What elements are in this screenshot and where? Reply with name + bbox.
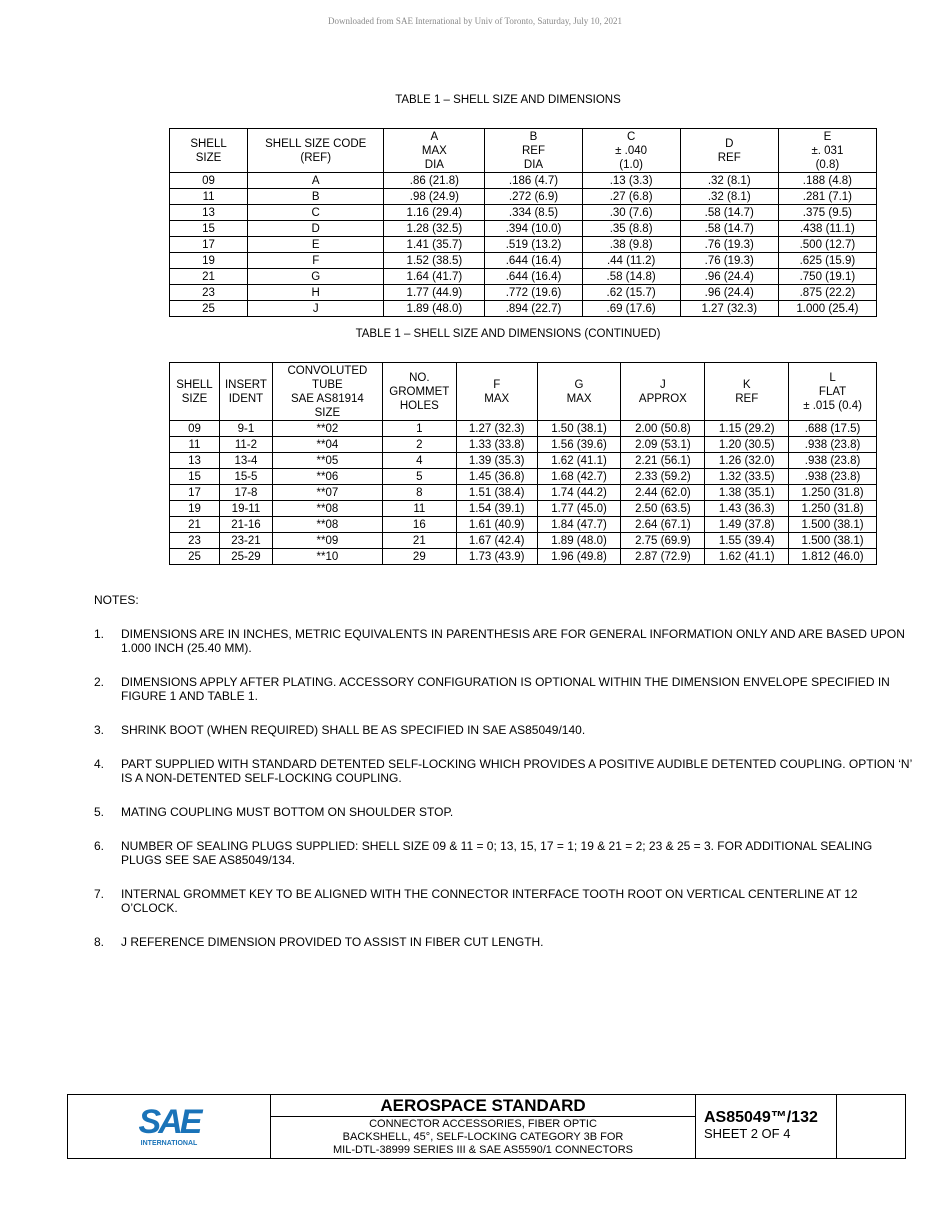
table-cell: D (248, 221, 384, 237)
table-cell: 1.64 (41.7) (384, 269, 485, 285)
column-header (485, 129, 582, 173)
table-cell: .44 (11.2) (582, 253, 680, 269)
note-number: 3. (94, 723, 105, 737)
table-cell: 1.33 (33.8) (456, 437, 537, 453)
table-cell: .96 (24.4) (680, 285, 778, 301)
table-cell: 1.68 (42.7) (537, 469, 621, 485)
table-cell: 19 (170, 253, 248, 269)
table-cell: 1.89 (48.0) (537, 533, 621, 549)
note-item (94, 935, 914, 949)
table-cell: 2.64 (67.1) (621, 517, 705, 533)
table-cell: **04 (272, 437, 382, 453)
table-cell: 17 (170, 237, 248, 253)
table-cell: .394 (10.0) (485, 221, 582, 237)
column-header-line: J (660, 378, 666, 391)
note-number: 5. (94, 805, 105, 819)
table-cell: 1 (382, 421, 456, 437)
table-cell: 1.52 (38.5) (384, 253, 485, 269)
table-cell: 21 (382, 533, 456, 549)
table2-title: TABLE 1 – SHELL SIZE AND DIMENSIONS (CONTINUED) (355, 328, 661, 340)
table-cell: 1.38 (35.1) (705, 485, 789, 501)
note-item (94, 887, 914, 915)
note-text: DIMENSIONS ARE IN INCHES, METRIC EQUIVALENTS IN PARENTHESIS ARE FOR GENERAL INFORMATION ONLY AND ARE BASED UPON 1.000 INCH (25.40 MM). (121, 627, 905, 655)
note-text: SHRINK BOOT (WHEN REQUIRED) SHALL BE AS SPECIFIED IN SAE AS85049/140. (121, 723, 586, 737)
table-cell: 2.00 (50.8) (621, 421, 705, 437)
document-number: AS85049™/132 (704, 1109, 818, 1126)
column-header (621, 363, 705, 421)
table-cell: 2.87 (72.9) (621, 549, 705, 565)
table-row (170, 205, 877, 221)
table-cell: .30 (7.6) (582, 205, 680, 221)
table1-header-row (170, 129, 877, 173)
table-cell: **09 (272, 533, 382, 549)
table-cell: 13 (170, 205, 248, 221)
table-cell: .38 (9.8) (582, 237, 680, 253)
table-cell: .334 (8.5) (485, 205, 582, 221)
column-header-line: B (529, 130, 538, 143)
column-header (705, 363, 789, 421)
table-cell: .86 (21.8) (384, 173, 485, 189)
note-number: 4. (94, 757, 105, 771)
table-cell: 1.27 (32.3) (680, 301, 778, 317)
table-cell: .27 (6.8) (582, 189, 680, 205)
revision-cell (837, 1095, 905, 1158)
table-cell: .69 (17.6) (582, 301, 680, 317)
column-header-line: MAX (484, 392, 510, 405)
description-line: BACKSHELL, 45°, SELF-LOCKING CATEGORY 3B FOR (342, 1131, 624, 1143)
table2-header-row (170, 363, 877, 421)
table-cell: 11-2 (219, 437, 272, 453)
column-header-line: G (574, 378, 584, 391)
table-cell: 16 (382, 517, 456, 533)
table-cell: 13 (170, 453, 220, 469)
table-cell: .186 (4.7) (485, 173, 582, 189)
note-item (94, 839, 914, 867)
table-cell: 1.50 (38.1) (537, 421, 621, 437)
table-row (170, 221, 877, 237)
column-header-line: SIZE (314, 406, 341, 419)
column-header-line: APPROX (638, 392, 687, 405)
table-cell: F (248, 253, 384, 269)
table-cell: 1.62 (41.1) (705, 549, 789, 565)
column-header-line: FLAT (818, 385, 847, 398)
column-header (778, 129, 876, 173)
table-cell: 2.09 (53.1) (621, 437, 705, 453)
table-cell: .98 (24.9) (384, 189, 485, 205)
table-row (170, 237, 877, 253)
table-cell: 19-11 (219, 501, 272, 517)
table-cell: .76 (19.3) (680, 253, 778, 269)
column-header (537, 363, 621, 421)
table-cell: 23 (170, 285, 248, 301)
table-cell: 1.89 (48.0) (384, 301, 485, 317)
table-cell: 1.55 (39.4) (705, 533, 789, 549)
table-cell: .772 (19.6) (485, 285, 582, 301)
table-row (170, 253, 877, 269)
table-cell: **08 (272, 517, 382, 533)
table-cell: 1.000 (25.4) (778, 301, 876, 317)
description-line: CONNECTOR ACCESSORIES, FIBER OPTIC (369, 1118, 597, 1130)
column-header (456, 363, 537, 421)
table-cell: 1.28 (32.5) (384, 221, 485, 237)
table-cell: 1.39 (35.3) (456, 453, 537, 469)
table-cell: .188 (4.8) (778, 173, 876, 189)
column-header (382, 363, 456, 421)
table-cell: 1.73 (43.9) (456, 549, 537, 565)
table-cell: 21 (170, 517, 220, 533)
table-cell: .281 (7.1) (778, 189, 876, 205)
table-cell: 1.45 (36.8) (456, 469, 537, 485)
column-header-line: IDENT (228, 392, 264, 405)
table-cell: E (248, 237, 384, 253)
table-cell: 25 (170, 549, 220, 565)
table-cell: 15 (170, 221, 248, 237)
table-cell: .58 (14.8) (582, 269, 680, 285)
table-cell: .438 (11.1) (778, 221, 876, 237)
table-cell: 15-5 (219, 469, 272, 485)
table-cell: .32 (8.1) (680, 189, 778, 205)
note-text: NUMBER OF SEALING PLUGS SUPPLIED: SHELL SIZE 09 & 11 = 0; 13, 15, 17 = 1; 19 & 21 = 2; 23 & 25 = 3. FOR ADDITIONAL SEALING PLUGS SEE SAE AS85049/134. (121, 839, 873, 867)
table-cell: .375 (9.5) (778, 205, 876, 221)
table-cell: 25-29 (219, 549, 272, 565)
table-cell: 2.44 (62.0) (621, 485, 705, 501)
table-cell: 1.20 (30.5) (705, 437, 789, 453)
note-number: 8. (94, 935, 105, 949)
table-cell: 1.56 (39.6) (537, 437, 621, 453)
column-header-line: L (829, 371, 836, 384)
column-header-line: ± .040 (615, 144, 648, 157)
table-cell: 25 (170, 301, 248, 317)
column-header (680, 129, 778, 173)
column-header-line: ± .015 (0.4) (803, 399, 862, 412)
table-cell: 1.250 (31.8) (789, 501, 877, 517)
title-block-description (271, 1095, 696, 1158)
table-cell: .58 (14.7) (680, 205, 778, 221)
column-header (789, 363, 877, 421)
standard-description (271, 1117, 695, 1158)
table-cell: 11 (170, 437, 220, 453)
table-row (170, 421, 877, 437)
table-cell: 5 (382, 469, 456, 485)
table-row (170, 485, 877, 501)
table-cell: H (248, 285, 384, 301)
table-row (170, 469, 877, 485)
column-header-line: GROMMET (389, 385, 450, 398)
table-cell: 09 (170, 173, 248, 189)
table-cell: J (248, 301, 384, 317)
table-cell: .62 (15.7) (582, 285, 680, 301)
table-cell: 8 (382, 485, 456, 501)
table-cell: .272 (6.9) (485, 189, 582, 205)
table-cell: 1.15 (29.2) (705, 421, 789, 437)
table-cell: 1.49 (37.8) (705, 517, 789, 533)
table-cell: **02 (272, 421, 382, 437)
sae-logo-subtext: INTERNATIONAL (140, 1139, 198, 1147)
table-cell: .500 (12.7) (778, 237, 876, 253)
table-cell: 1.54 (39.1) (456, 501, 537, 517)
table-cell: 2.50 (63.5) (621, 501, 705, 517)
table-cell: 23-21 (219, 533, 272, 549)
table-cell: 1.16 (29.4) (384, 205, 485, 221)
document-id-cell (696, 1095, 837, 1158)
table-cell: 2.75 (69.9) (621, 533, 705, 549)
column-header-line: REF (522, 144, 545, 157)
table-cell: 1.26 (32.0) (705, 453, 789, 469)
table-cell: 1.51 (38.4) (456, 485, 537, 501)
table-cell: 1.67 (42.4) (456, 533, 537, 549)
table-cell: 9-1 (219, 421, 272, 437)
table-row (170, 533, 877, 549)
table-cell: **05 (272, 453, 382, 469)
column-header-line: SAE AS81914 (290, 392, 364, 405)
table-cell: .625 (15.9) (778, 253, 876, 269)
note-item (94, 675, 914, 703)
column-header-line: K (742, 378, 751, 391)
download-watermark: Downloaded from SAE International by Univ of Toronto, Saturday, July 10, 2021 (327, 16, 623, 26)
note-item (94, 723, 914, 737)
column-header-line: HOLES (399, 399, 439, 412)
column-header (219, 363, 272, 421)
table-cell: 1.77 (44.9) (384, 285, 485, 301)
column-header-line: (1.0) (619, 158, 643, 171)
table-cell: 1.41 (35.7) (384, 237, 485, 253)
column-header-line: (0.8) (815, 158, 840, 171)
note-number: 2. (94, 675, 105, 689)
table-cell: 13-4 (219, 453, 272, 469)
table1-title: TABLE 1 – SHELL SIZE AND DIMENSIONS (395, 94, 621, 106)
note-number: 6. (94, 839, 105, 853)
table-cell: C (248, 205, 384, 221)
table-cell: 21 (170, 269, 248, 285)
table-cell: .938 (23.8) (789, 437, 877, 453)
table-cell: 2 (382, 437, 456, 453)
table-cell: 1.812 (46.0) (789, 549, 877, 565)
column-header (272, 363, 382, 421)
table-cell: **07 (272, 485, 382, 501)
table-cell: .894 (22.7) (485, 301, 582, 317)
table-cell: 23 (170, 533, 220, 549)
table-cell: A (248, 173, 384, 189)
table-cell: 2.21 (56.1) (621, 453, 705, 469)
table-row (170, 269, 877, 285)
table-cell: 21-16 (219, 517, 272, 533)
column-header-line: SHELL (190, 137, 227, 150)
column-header-line: D (725, 137, 734, 150)
table-cell: .35 (8.8) (582, 221, 680, 237)
table-cell: 1.84 (47.7) (537, 517, 621, 533)
table-cell: 1.32 (33.5) (705, 469, 789, 485)
column-header-line: DIA (424, 158, 444, 171)
table-cell: 15 (170, 469, 220, 485)
table-cell: .938 (23.8) (789, 453, 877, 469)
table-cell: B (248, 189, 384, 205)
note-number: 7. (94, 887, 105, 901)
table-cell: 1.500 (38.1) (789, 533, 877, 549)
column-header-line: C (626, 130, 636, 143)
table-row (170, 517, 877, 533)
table-cell: **08 (272, 501, 382, 517)
note-text: INTERNAL GROMMET KEY TO BE ALIGNED WITH THE CONNECTOR INTERFACE TOOTH ROOT ON VERTICAL CENTERLINE AT 12 O’CLOCK. (121, 887, 858, 915)
table-cell: 1.250 (31.8) (789, 485, 877, 501)
sae-logo (68, 1095, 271, 1158)
column-header-line: (REF) (300, 151, 332, 164)
table-row (170, 501, 877, 517)
table-row (170, 437, 877, 453)
note-item (94, 805, 914, 819)
column-header-line: F (493, 378, 501, 391)
table-cell: 11 (170, 189, 248, 205)
table-cell: 29 (382, 549, 456, 565)
table-cell: .644 (16.4) (485, 269, 582, 285)
table-row (170, 453, 877, 469)
table-cell: .938 (23.8) (789, 469, 877, 485)
note-item (94, 757, 914, 785)
sae-logo-letters: SAE (138, 1104, 200, 1141)
column-header (582, 129, 680, 173)
table-cell: .58 (14.7) (680, 221, 778, 237)
table-cell: 1.74 (44.2) (537, 485, 621, 501)
column-header-line: ±. 031 (811, 144, 844, 157)
table-row (170, 301, 877, 317)
notes-title: NOTES: (94, 593, 139, 607)
table-cell: .644 (16.4) (485, 253, 582, 269)
column-header (384, 129, 485, 173)
column-header-line: E (823, 130, 832, 143)
column-header-line: MAX (421, 144, 447, 157)
table-cell: 1.96 (49.8) (537, 549, 621, 565)
column-header-line: NO. (409, 371, 430, 384)
table-cell: 1.43 (36.3) (705, 501, 789, 517)
column-header-line: TUBE (312, 378, 343, 391)
column-header-line: SIZE (181, 392, 208, 405)
note-text: MATING COUPLING MUST BOTTOM ON SHOULDER STOP. (121, 805, 454, 819)
table-cell: 19 (170, 501, 220, 517)
note-item (94, 627, 914, 655)
title-block (67, 1094, 906, 1159)
column-header (170, 363, 220, 421)
table-cell: 1.77 (45.0) (537, 501, 621, 517)
shell-size-continued-table (169, 362, 877, 565)
table-row (170, 189, 877, 205)
note-text: DIMENSIONS APPLY AFTER PLATING. ACCESSORY CONFIGURATION IS OPTIONAL WITHIN THE DIMENSION ENVELOPE SPECIFIED IN FIGURE 1 AND TABLE 1. (121, 675, 890, 703)
table-cell: .688 (17.5) (789, 421, 877, 437)
table-cell: .519 (13.2) (485, 237, 582, 253)
column-header-line: SHELL SIZE CODE (265, 137, 367, 150)
table-row (170, 285, 877, 301)
sae-logo-mark (129, 1105, 209, 1149)
column-header-line: REF (735, 392, 759, 405)
column-header-line: DIA (523, 158, 544, 171)
note-text: PART SUPPLIED WITH STANDARD DETENTED SELF-LOCKING WHICH PROVIDES A POSITIVE AUDIBLE DETENTED COUPLING. OPTION ‘N’ IS A NON-DETENTED SELF-LOCKING COUPLING. (121, 757, 912, 785)
standard-type: AEROSPACE STANDARD (271, 1095, 695, 1117)
table-cell: .32 (8.1) (680, 173, 778, 189)
table-cell: .76 (19.3) (680, 237, 778, 253)
table-cell: 4 (382, 453, 456, 469)
shell-size-table (169, 128, 877, 317)
table-cell: G (248, 269, 384, 285)
table-cell: .750 (19.1) (778, 269, 876, 285)
table-cell: 09 (170, 421, 220, 437)
table-cell: 1.500 (38.1) (789, 517, 877, 533)
table-cell: 17 (170, 485, 220, 501)
table-row (170, 549, 877, 565)
table-cell: **10 (272, 549, 382, 565)
table-row (170, 173, 877, 189)
column-header-line: SIZE (195, 151, 222, 164)
column-header (248, 129, 384, 173)
column-header-line: INSERT (224, 378, 267, 391)
table-cell: 11 (382, 501, 456, 517)
sheet-number: SHEET 2 OF 4 (704, 1126, 791, 1141)
table-cell: .96 (24.4) (680, 269, 778, 285)
column-header-line: A (430, 130, 439, 143)
notes-list (94, 627, 914, 969)
column-header-line: REF (717, 151, 741, 164)
table-cell: 1.27 (32.3) (456, 421, 537, 437)
column-header-line: MAX (566, 392, 592, 405)
table-cell: 1.61 (40.9) (456, 517, 537, 533)
column-header-line: SHELL (176, 378, 213, 391)
note-text: J REFERENCE DIMENSION PROVIDED TO ASSIST IN FIBER CUT LENGTH. (121, 935, 544, 949)
table-cell: .13 (3.3) (582, 173, 680, 189)
table-cell: 1.62 (41.1) (537, 453, 621, 469)
table-cell: **06 (272, 469, 382, 485)
table-cell: 2.33 (59.2) (621, 469, 705, 485)
column-header-line: CONVOLUTED (287, 364, 368, 377)
table-cell: .875 (22.2) (778, 285, 876, 301)
description-line: MIL-DTL-38999 SERIES III & SAE AS5590/1 CONNECTORS (333, 1144, 633, 1156)
note-number: 1. (94, 627, 105, 641)
table-cell: 17-8 (219, 485, 272, 501)
column-header (170, 129, 248, 173)
